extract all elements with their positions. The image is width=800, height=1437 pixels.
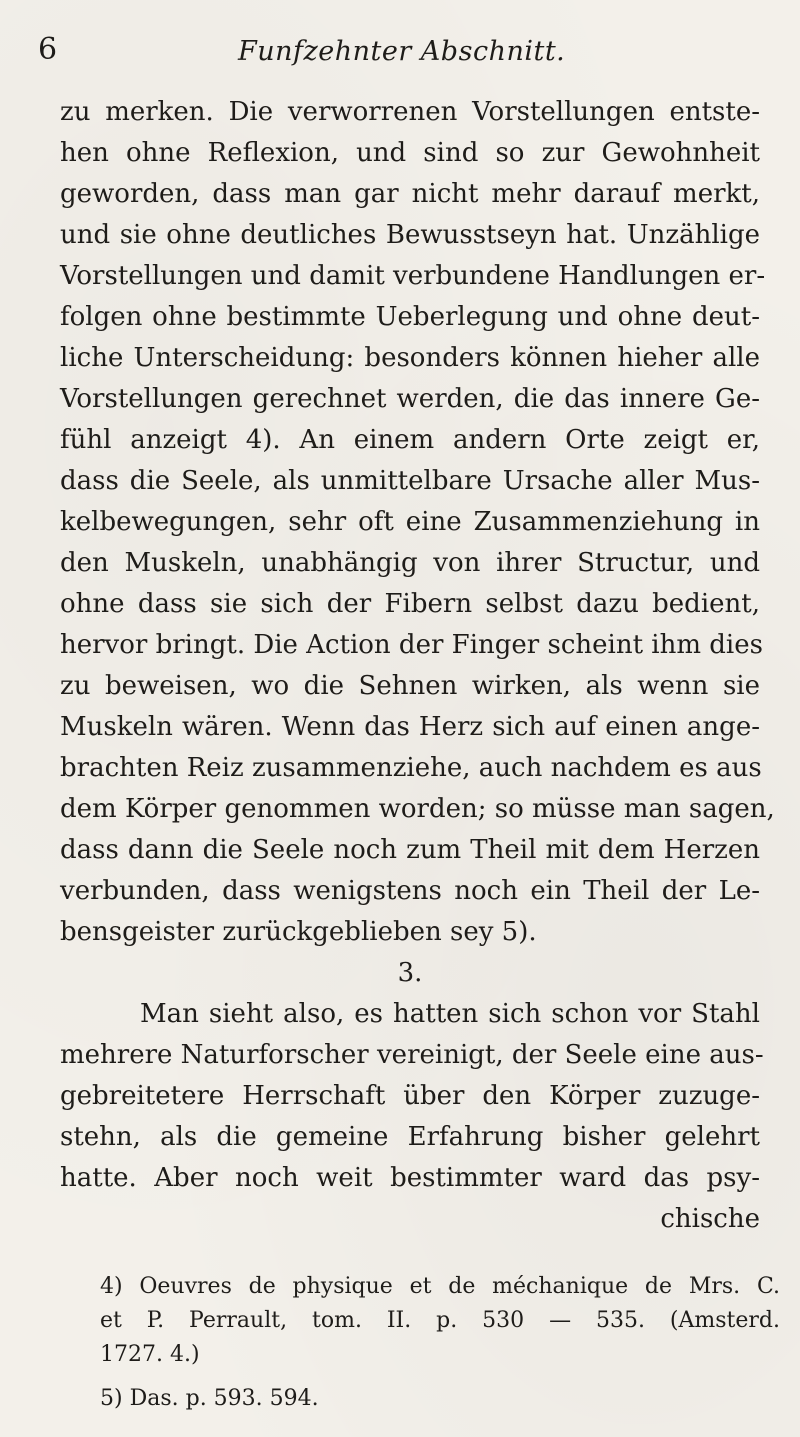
text-line: und sie ohne deutliches Bewusstseyn hat. Unzählige bbox=[60, 220, 760, 250]
text-line: brachten Reiz zusammenziehe, auch nachdem es aus bbox=[60, 753, 762, 783]
text-line: geworden, dass man gar nicht mehr darauf merkt, bbox=[60, 179, 760, 209]
text-line: fühl anzeigt 4). An einem andern Orte zeigt er, bbox=[60, 425, 760, 455]
text-line: kelbewegungen, sehr oft eine Zusammenziehung in bbox=[60, 507, 760, 537]
text-line: dass dann die Seele noch zum Theil mit dem Herzen bbox=[60, 835, 760, 865]
text-line: ohne dass sie sich der Fibern selbst dazu bedient, bbox=[60, 589, 760, 619]
footnote-line: 4) Oeuvres de physique et de méchanique de Mrs. C. bbox=[100, 1274, 780, 1299]
text-line: bensgeister zurückgeblieben sey 5). bbox=[60, 917, 537, 947]
catchword: chische bbox=[660, 1204, 760, 1234]
text-line: hen ohne Reflexion, und sind so zur Gewohnheit bbox=[60, 138, 760, 168]
text-line: dass die Seele, als unmittelbare Ursache aller Mus- bbox=[60, 466, 760, 496]
page-number: 6 bbox=[38, 32, 58, 67]
text-line: Vorstellungen gerechnet werden, die das innere Ge- bbox=[60, 384, 760, 414]
footnote-line: et P. Perrault, tom. II. p. 530 — 535. (Amsterd. bbox=[100, 1308, 780, 1333]
footnote-line: 5) Das. p. 593. 594. bbox=[100, 1386, 319, 1411]
page-header bbox=[38, 32, 758, 78]
text-line: Muskeln wären. Wenn das Herz sich auf einen ange- bbox=[60, 712, 760, 742]
text-line: folgen ohne bestimmte Ueberlegung und ohne deut- bbox=[60, 302, 760, 332]
text-line: verbunden, dass wenigstens noch ein Theil der Le- bbox=[60, 876, 760, 906]
running-title: Funfzehnter Abschnitt. bbox=[238, 36, 566, 67]
text-line: stehn, als die gemeine Erfahrung bisher gelehrt bbox=[60, 1122, 760, 1152]
text-line: zu merken. Die verworrenen Vorstellungen entste- bbox=[60, 97, 760, 127]
text-line: hervor bringt. Die Action der Finger scheint ihm dies bbox=[60, 630, 763, 660]
text-line: liche Unterscheidung: besonders können hieher alle bbox=[60, 343, 760, 373]
text-line: hatte. Aber noch weit bestimmter ward das psy- bbox=[60, 1163, 760, 1193]
footnote-line: 1727. 4.) bbox=[100, 1342, 200, 1367]
body-text bbox=[60, 92, 775, 1240]
text-line: mehrere Naturforscher vereinigt, der Seele eine aus- bbox=[60, 1040, 764, 1070]
section-number: 3. bbox=[397, 958, 423, 988]
text-line: den Muskeln, unabhängig von ihrer Structur, und bbox=[60, 548, 760, 578]
text-line: Vorstellungen und damit verbundene Handlungen er- bbox=[60, 261, 766, 291]
text-line: dem Körper genommen worden; so müsse man sagen, bbox=[60, 794, 775, 824]
text-line: gebreitetere Herrschaft über den Körper zuzuge- bbox=[60, 1081, 760, 1111]
text-line: Man sieht also, es hatten sich schon vor Stahl bbox=[140, 999, 760, 1029]
footnotes bbox=[100, 1270, 780, 1416]
text-line: zu beweisen, wo die Sehnen wirken, als wenn sie bbox=[60, 671, 760, 701]
